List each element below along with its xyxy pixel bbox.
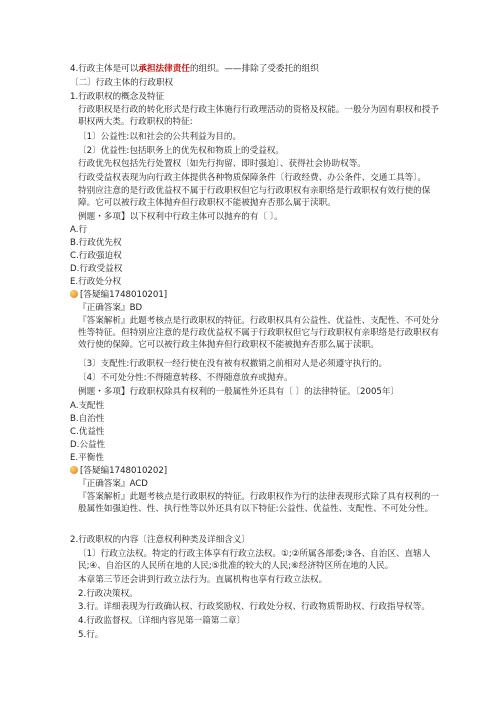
priority-right-text: 行政优先权包括先行处置权〔如先行拘留、即时强迫〕、获得社会协助权等。 [78,159,366,169]
feature-3: 〔3〕支配性:行政职权一经行使在没有被有权撤销之前相对人是必须遵守执行的。 [78,359,388,369]
option: C.行政强迫权 [70,251,122,261]
option: D.行政受益权 [70,264,123,274]
question-answer-icon [70,466,78,474]
text-suffix: 的组织。——排除了受委托的组织 [189,64,319,74]
option: B.行政优先权 [70,238,122,248]
question-1-id [70,289,446,301]
question-answer-icon [70,290,78,298]
benefit-right-text: 行政受益权表现为向行政主体提供各种物质保障条件〔行政经费、办公条件、交通工具等〕。 [78,173,427,183]
feature-2: 〔2〕优益性:包括职务上的优先权和物质上的受益权。 [78,146,285,156]
question-2-answer: 『正确答案』ACD [78,479,148,489]
option: A.支配性 [70,401,105,411]
special-note-paragraph: 特别应注意的是行政优益权不属于行政职权但它与行政职权有亲职络是行政职权有效行使的保障。它可以被行政主体抛弃但行政职权不能被抛弃否那么属于渎职。 [78,186,431,208]
text-prefix: 4.行政主体是可以 [70,64,139,74]
option: B.自治性 [70,414,105,424]
decision-power: 2.行政决策权。 [78,589,138,599]
subsection-heading: 1.行政职权的概念及特征 [70,92,165,102]
question-1-explanation: 『答案解析』此题考核点是行政职权的特征。行政职权具有公益性、优益性、支配性、不可处分性等特征。但特别应注意的是行政优益权不属于行政职权但它与行政职权有亲职络是行政职权有效行使的保障。它可以被行政主体抛弃但行政职权不能被抛弃否那么属于渎职。 [78,316,439,350]
feature-1: 〔1〕公益性:以和社会的公共利益为目的。 [78,132,242,142]
content-heading: 2.行政职权的内容〔注意权利种类及详细含义〕 [70,535,251,545]
question-1-answer: 『正确答案』BD [78,303,143,313]
question-1-id-text: [答疑编1748010201] [80,290,168,300]
question-2-id-text: [答疑编1748010202] [80,466,168,476]
item-5: 5.行。 [78,630,104,640]
section-heading: 〔二〕行政主体的行政职权 [70,78,174,88]
option: D.公益性 [70,440,106,450]
question-2-explanation: 『答案解析』此题考核点是行政职权的特征。行政职权作为行的法律表现形式除了具有权利的一般属性如强迫性、性、执行性等以外还具有以下特征:公益性、优益性、支配性、不可处分性。 [78,492,439,514]
question-2-id [70,465,446,477]
legislative-power: 〔1〕行政立法权。特定的行政主体享有行政立法权。①;②所属各部委;③各、自治区、直辖人民;④、自治区的人民所在地的人民;⑤批准的较大的人民;⑥经济特区所在地的人民。 [78,549,431,571]
executive-power: 3.行。详细表现为行政确认权、行政奖励权、行政处分权、行政物质帮助权、行政指导权等。 [78,602,430,612]
paragraph-definition: 行政职权是行政的转化形式是行政主体施行行政理活动的资格及权能。一般分为固有职权和授予职权两大类。行政职权的特征: [78,105,439,127]
option: A.行 [70,225,88,235]
example-question-1: 例题・多项】以下权利中行政主体可以抛弃的有〔 〕。 [78,212,283,222]
legislative-note: 本章第三节还会讲到行政立法行为。直属机构也享有行政立法权。 [78,575,328,585]
example-question-2: 例题・多项】行政职权除具有权利的一般属性外还具有〔 〕的法律特征。〔2005年〕 [78,387,400,397]
option: C.优益性 [70,427,105,437]
option: E.行政处分权 [70,277,122,287]
highlight-legal-liability: 承担法律责任 [138,64,190,74]
option: E.平衡性 [70,453,104,463]
line-legal-liability [70,63,446,75]
supervision-power: 4.行政监督权。〔详细内容见第一篇第二章〕 [78,616,246,626]
feature-4: 〔4〕不可处分性:不得随意转移、不得随意放弃或抛弃。 [78,373,293,383]
